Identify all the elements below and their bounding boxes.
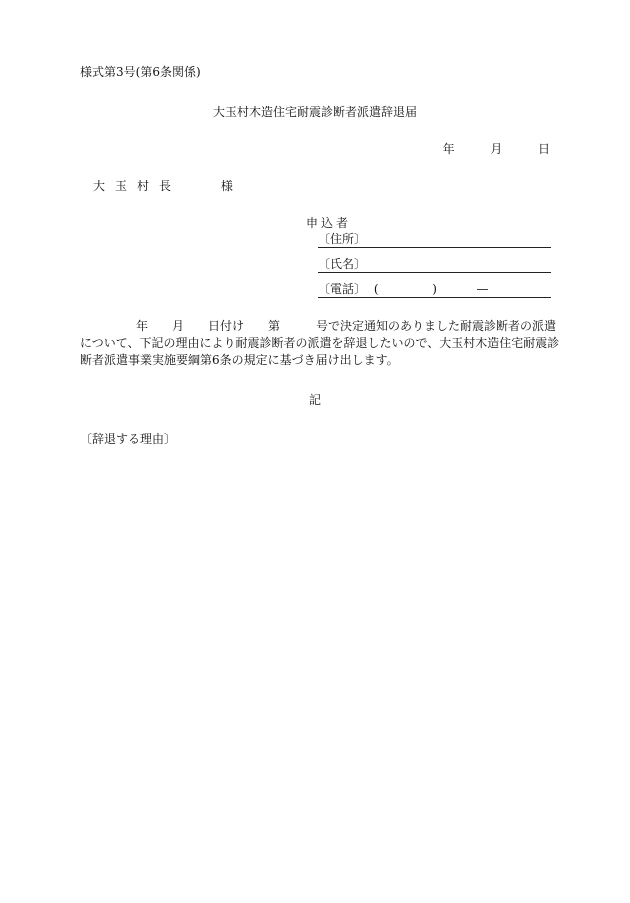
addressee — [93, 178, 233, 194]
phone-close-paren: ) — [432, 282, 437, 296]
body-line-3: 断者派遣事業実施要綱第6条の規定に基づき届け出します。 — [80, 353, 399, 367]
body-line-1: 年 月 日付け 第 号で決定通知のありました耐震診断者の派遣 — [136, 319, 557, 333]
applicant-label: 申込者 — [306, 216, 352, 230]
name-field[interactable] — [318, 256, 551, 273]
addressee-honorific: 様 — [220, 179, 233, 193]
document-title: 大玉村木造住宅耐震診断者派遣辞退届 — [212, 105, 417, 119]
date-year: 年 — [442, 142, 455, 156]
body-paragraph — [80, 318, 560, 369]
reason-label: 〔辞退する理由〕 — [80, 432, 177, 446]
date-month: 月 — [490, 142, 503, 156]
address-label: 〔住所〕 — [318, 232, 367, 246]
phone-label: 〔電話〕 — [318, 282, 367, 296]
date-day: 日 — [537, 142, 550, 156]
addressee-mayor: 大玉村長 — [93, 179, 182, 193]
body-line-2: について、下記の理由により耐震診断者の派遣を辞退したいので、大玉村木造住宅耐震診 — [80, 336, 560, 350]
address-field[interactable] — [318, 231, 551, 248]
ki-heading: 記 — [308, 393, 321, 407]
phone-open-paren: ( — [373, 282, 379, 296]
phone-field[interactable] — [318, 281, 551, 298]
name-label: 〔氏名〕 — [318, 257, 367, 271]
form-number: 様式第3号(第6条関係) — [80, 65, 201, 79]
date-line — [443, 141, 550, 157]
phone-dash: — — [476, 282, 489, 296]
